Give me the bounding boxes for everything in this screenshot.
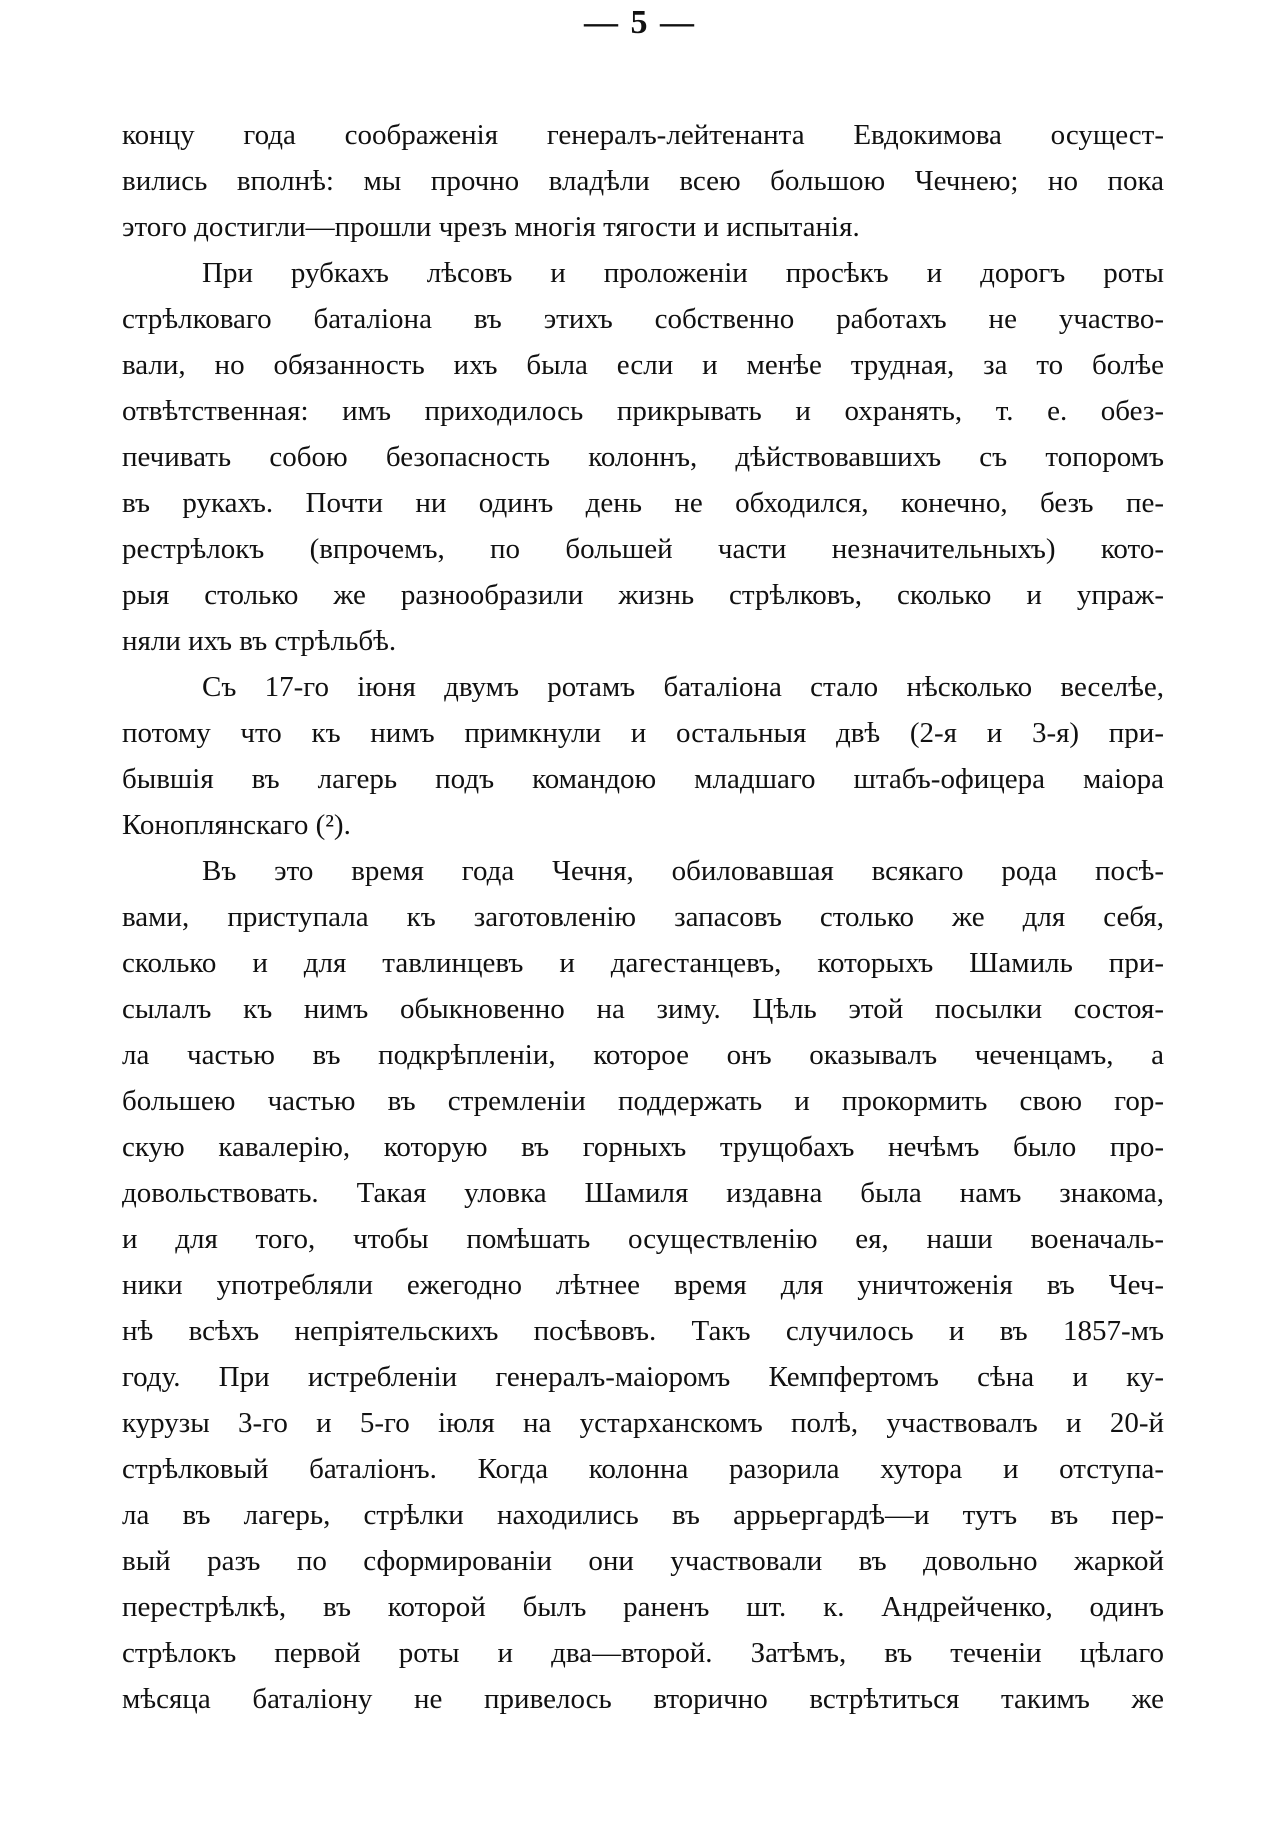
page-number: — 5 — [584, 4, 696, 41]
text-line: большею частью въ стремленіи поддержать и прокормить свою гор- [122, 1085, 1164, 1117]
text-line: ла частью въ подкрѣпленіи, которое онъ оказывалъ чеченцамъ, а [122, 1039, 1164, 1071]
text-line: концу года соображенія генералъ-лейтенанта Евдокимова осущест- [122, 119, 1164, 151]
text-line: вились вполнѣ: мы прочно владѣли всею большою Чечнею; но пока [122, 165, 1164, 197]
text-line: довольствовать. Такая уловка Шамиля издавна была намъ знакома, [122, 1177, 1164, 1209]
text-line: При рубкахъ лѣсовъ и проложеніи просѣкъ и дорогъ роты [202, 257, 1164, 289]
text-line: отвѣтственная: имъ приходилось прикрывать и охранять, т. е. обез- [122, 395, 1164, 427]
text-line: стрѣлковый баталіонъ. Когда колонна разорила хутора и отступа- [122, 1453, 1164, 1485]
text-line: мѣсяца баталіону не привелось вторично встрѣтиться такимъ же [122, 1683, 1164, 1715]
text-line: рестрѣлокъ (впрочемъ, по большей части незначительныхъ) кото- [122, 533, 1164, 565]
text-line: курузы 3-го и 5-го іюля на устарханскомъ полѣ, участвовалъ и 20-й [122, 1407, 1164, 1439]
text-line: году. При истребленіи генералъ-маіоромъ Кемпфертомъ сѣна и ку- [122, 1361, 1164, 1393]
text-line: Въ это время года Чечня, обиловавшая всякаго рода посѣ- [202, 855, 1164, 887]
text-line: перестрѣлкѣ, въ которой былъ раненъ шт. к. Андрейченко, одинъ [122, 1591, 1164, 1623]
text-line: и для того, чтобы помѣшать осуществленію ея, наши военачаль- [122, 1223, 1164, 1255]
text-line: ники употребляли ежегодно лѣтнее время для уничтоженія въ Чеч- [122, 1269, 1164, 1301]
text-line: ла въ лагерь, стрѣлки находились въ аррьергардѣ—и тутъ въ пер- [122, 1499, 1164, 1531]
text-line: вами, приступала къ заготовленію запасовъ столько же для себя, [122, 901, 1164, 933]
text-line: няли ихъ въ стрѣльбѣ. [122, 625, 397, 657]
text-line: нѣ всѣхъ непріятельскихъ посѣвовъ. Такъ случилось и въ 1857-мъ [122, 1315, 1164, 1347]
text-line: бывшія въ лагерь подъ командою младшаго штабъ-офицера маіора [122, 763, 1164, 795]
text-line: стрѣлковаго баталіона въ этихъ собственно работахъ не участво- [122, 303, 1164, 335]
text-line: рыя столько же разнообразили жизнь стрѣлковъ, сколько и упраж- [122, 579, 1164, 611]
text-line: вый разъ по сформированіи они участвовали въ довольно жаркой [122, 1545, 1164, 1577]
text-line: потому что къ нимъ примкнули и остальныя двѣ (2-я и 3-я) при- [122, 717, 1164, 749]
text-line: въ рукахъ. Почти ни одинъ день не обходился, конечно, безъ пе- [122, 487, 1164, 519]
text-line: вали, но обязанность ихъ была если и менѣе трудная, за то болѣе [122, 349, 1164, 381]
text-line: сколько и для тавлинцевъ и дагестанцевъ, которыхъ Шамиль при- [122, 947, 1164, 979]
text-line: стрѣлокъ первой роты и два—второй. Затѣмъ, въ теченіи цѣлаго [122, 1637, 1164, 1669]
text-line: сылалъ къ нимъ обыкновенно на зиму. Цѣль этой посылки состоя- [122, 993, 1164, 1025]
text-line: скую кавалерію, которую въ горныхъ трущобахъ нечѣмъ было про- [122, 1131, 1164, 1163]
text-line: печивать собою безопасность колоннъ, дѣйствовавшихъ съ топоромъ [122, 441, 1164, 473]
text-line: Коноплянскаго (²). [122, 809, 351, 841]
text-line: этого достигли—прошли чрезъ многія тягости и испытанія. [122, 211, 860, 243]
text-line: Съ 17-го іюня двумъ ротамъ баталіона стало нѣсколько веселѣе, [202, 671, 1164, 703]
body-text [122, 112, 1164, 1722]
